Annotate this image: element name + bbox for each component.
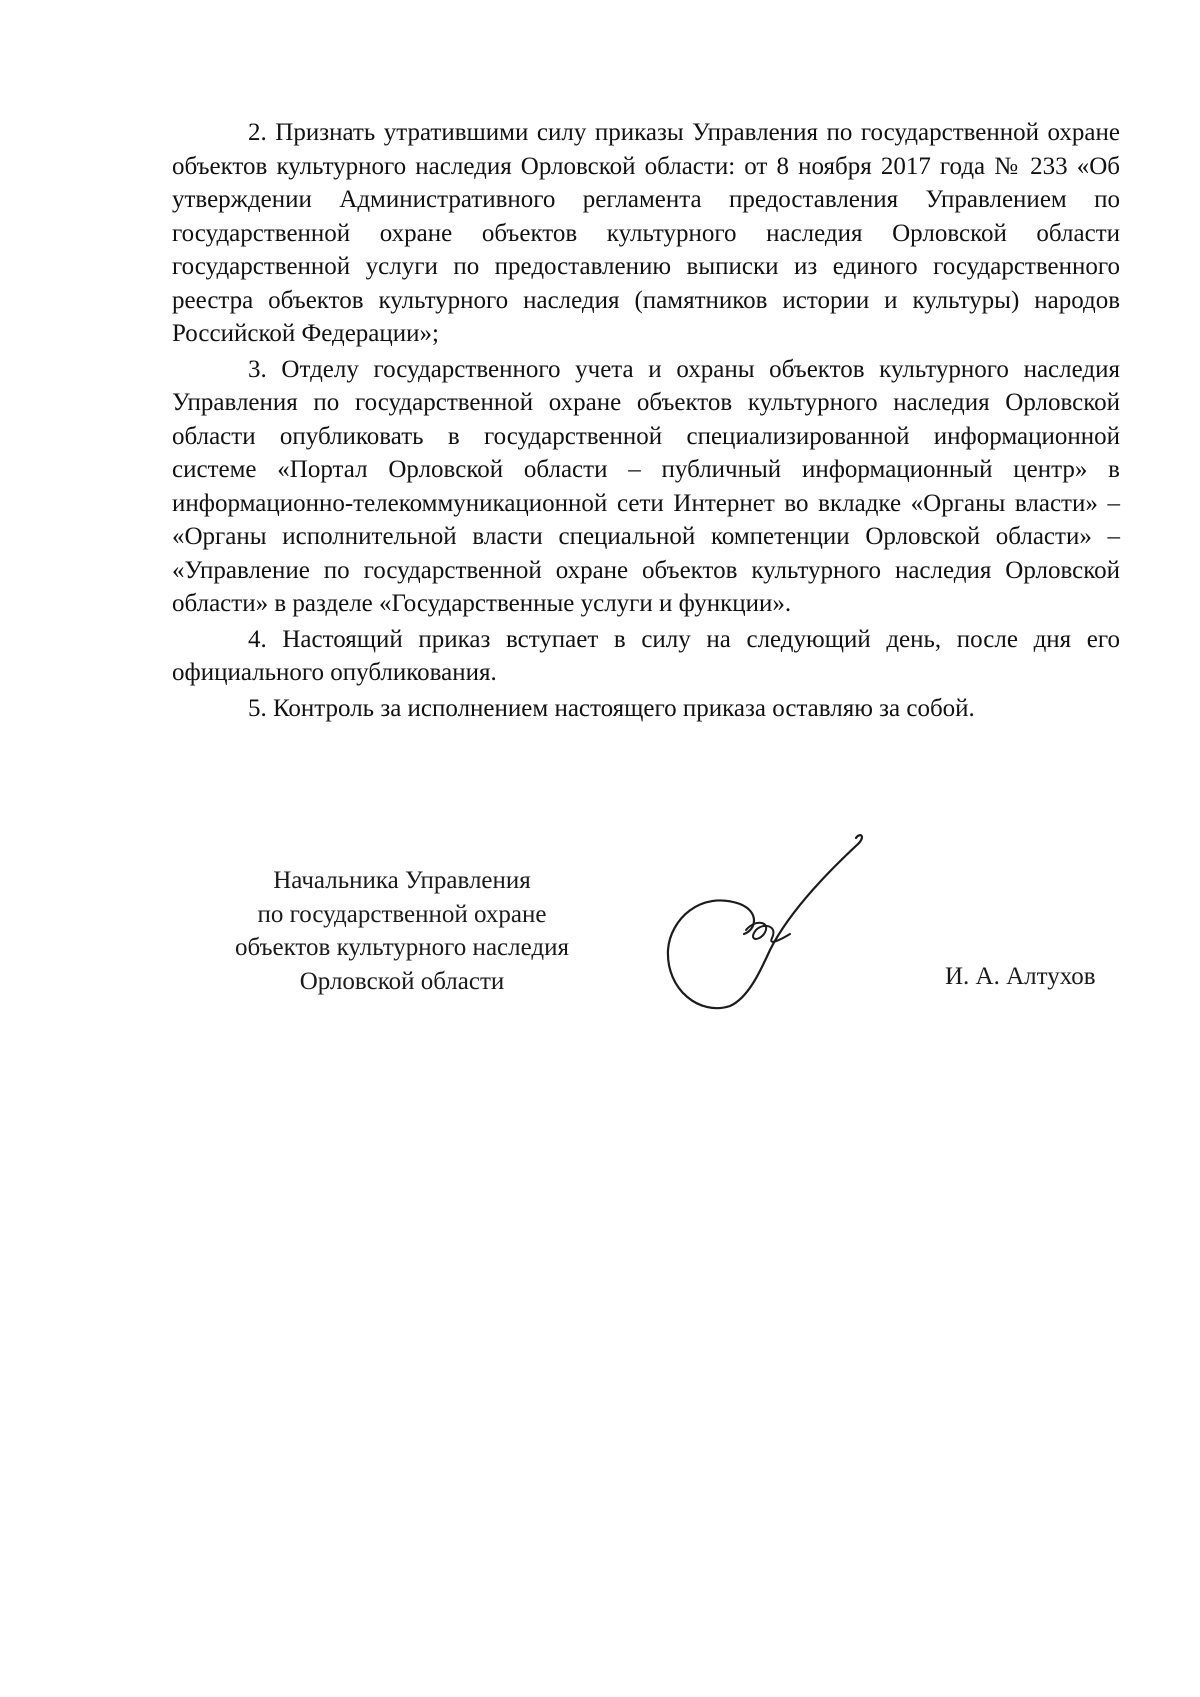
paragraph-5: 5. Контроль за исполнением настоящего приказа оставляю за собой. (248, 694, 975, 722)
document-body (172, 116, 1120, 725)
signer-position-line: Начальника Управления (273, 867, 531, 894)
signer-name: И. А. Алтухов (945, 963, 1096, 990)
paragraph-3: 3. Отделу государственного учета и охраны объектов культурного наследия Управления по государственной охране объектов культурного наследия Орловской области опубликовать в государственной специализированной информационной системе «Портал Орловской области – публичный информационный центр» в информационно-телекоммуникационной сети Интернет во вкладке «Органы власти» – «Органы исполнительной власти специальной компетенции Орловской области» – «Управление по государственной охране объектов культурного наследия Орловской области» в разделе «Государственные услуги и функции». (172, 355, 1120, 617)
signer-position-line: Орловской области (299, 967, 505, 995)
handwritten-signature (660, 830, 880, 1010)
paragraph-4: 4. Настоящий приказ вступает в силу на следующий день, после дня его официального опубликования. (172, 625, 1120, 686)
signer-position-line: по государственной охране (257, 900, 547, 928)
paragraph-2: 2. Признать утратившими силу приказы Управления по государственной охране объектов культурного наследия Орловской области: от 8 ноября 2017 года № 233 «Об утверждении Административного регламента предоставления Управлением по государственной охране объектов культурного наследия Орловской области государственной услуги по предоставлению выписки из единого государственного реестра объектов культурного наследия (памятников истории и культуры) народов Российской Федерации»; (172, 119, 1120, 347)
signer-position (202, 864, 602, 998)
signer-position-line: объектов культурного наследия (235, 934, 569, 961)
